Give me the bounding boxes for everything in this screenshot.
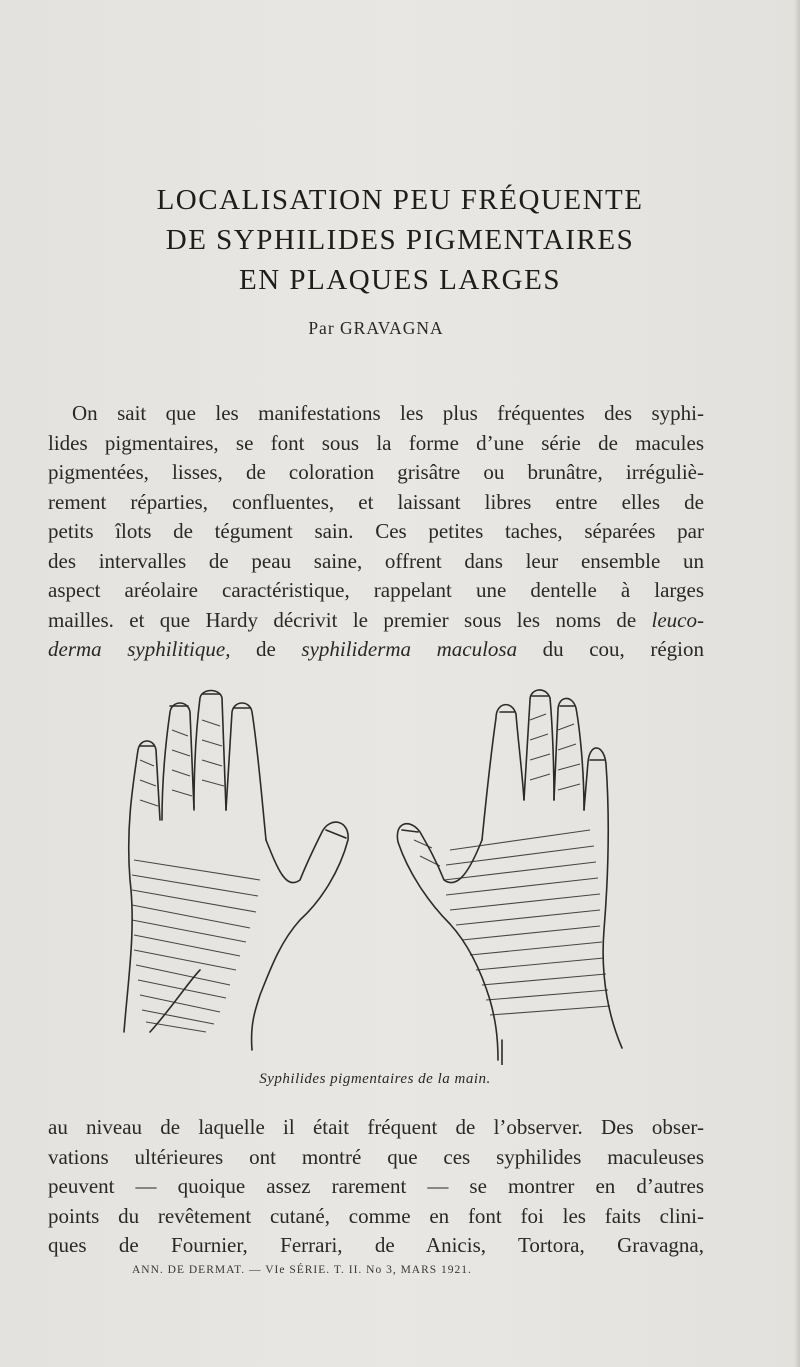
- text-line: des intervalles de peau saine, offrent dans leur ensemble un: [48, 548, 704, 573]
- title-line-2: DE SYPHILIDES PIGMENTAIRES: [165, 224, 635, 256]
- text-line: peuvent — quoique assez rarement — se montrer en d’autres: [48, 1174, 704, 1198]
- text-segment: mailles. et que Hardy décrivit le premier sous les noms de: [48, 607, 652, 632]
- title-line-3: EN PLAQUES LARGES: [239, 264, 561, 296]
- text-segment: de: [230, 637, 302, 661]
- text-line: pigmentées, lisses, de coloration grisâtre ou brunâtre, irréguliè-: [48, 460, 704, 484]
- figure-caption: Syphilides pigmentaires de la main.: [259, 1071, 491, 1087]
- right-hand-drawing: [397, 690, 622, 1065]
- text-segment: du cou, région: [517, 637, 704, 661]
- hands-illustration: [110, 680, 650, 1065]
- left-hand-drawing: [124, 691, 348, 1051]
- text-line: [48, 635, 704, 665]
- paragraph-1: [48, 399, 704, 665]
- italic-term: leuco-: [651, 607, 704, 632]
- italic-term: derma syphilitique,: [48, 637, 231, 661]
- text-line: lides pigmentaires, se font sous la forme d’une série de macules: [48, 430, 704, 455]
- journal-footer: ANN. DE DERMAT. — VIe SÉRIE. T. II. No 3, MARS 1921.: [132, 1264, 472, 1276]
- hatching: [132, 714, 610, 1032]
- text-line: ques de Fournier, Ferrari, de Anicis, Tortora, Gravagna,: [48, 1233, 704, 1257]
- text-line: vations ultérieures ont montré que ces syphilides maculeuses: [48, 1144, 704, 1169]
- author: Par GRAVAGNA: [308, 318, 444, 338]
- text-line: [48, 606, 704, 636]
- text-line: petits îlots de tégument sain. Ces petites taches, séparées par: [48, 519, 704, 543]
- text-line: On sait que les manifestations les plus fréquentes des syphi-: [72, 401, 704, 425]
- italic-term: syphiliderma maculosa: [301, 637, 518, 661]
- article-title: [0, 180, 800, 300]
- text-line: aspect aréolaire caractéristique, rappelant une dentelle à larges: [48, 578, 704, 602]
- title-line-1: LOCALISATION PEU FRÉQUENTE: [156, 184, 644, 216]
- text-line: rement réparties, confluentes, et laissant libres entre elles de: [48, 489, 704, 514]
- text-line: points du revêtement cutané, comme en font foi les faits clini-: [48, 1203, 704, 1228]
- text-line: au niveau de laquelle il était fréquent de l’observer. Des obser-: [48, 1115, 704, 1139]
- paragraph-2: [48, 1113, 704, 1261]
